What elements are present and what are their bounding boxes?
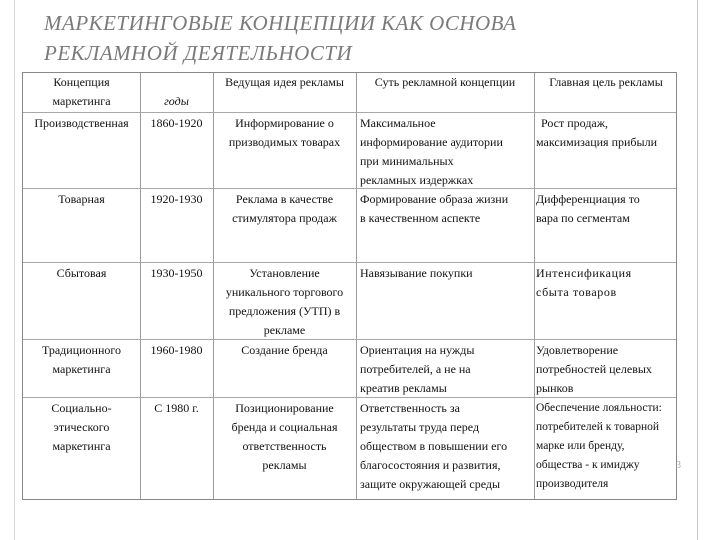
row1-essence-line: Максимальное — [360, 116, 436, 130]
row3-idea-line: Установление — [249, 266, 320, 280]
row5-idea — [213, 399, 356, 475]
row-divider-1 — [23, 112, 676, 113]
row3-goal — [536, 264, 678, 302]
row5-idea-line: Позиционирование — [235, 401, 334, 415]
row1-goal-line: максимизация прибыли — [536, 135, 657, 149]
row4-concept — [23, 341, 140, 379]
marketing-concepts-table — [22, 72, 677, 500]
row4-goal-line: рынков — [536, 381, 574, 395]
header-concept-line: маркетинга — [52, 94, 111, 108]
row-divider-3 — [23, 262, 676, 263]
row1-idea — [213, 114, 356, 152]
row5-idea-line: ответственность — [242, 439, 327, 453]
row3-essence — [360, 264, 534, 283]
header-years: годы — [164, 94, 189, 108]
row5-goal-line: производителя — [536, 478, 609, 490]
row3-essence-line: Навязывание покупки — [360, 266, 473, 280]
row4-goal — [536, 341, 678, 398]
col-divider-3 — [356, 73, 357, 499]
slide-number: 3 — [676, 460, 681, 471]
row2-goal-line: вара по сегментам — [536, 211, 630, 225]
row4-goal-line: Удовлетворение — [536, 343, 619, 357]
row1-essence-line: информирование аудитории — [360, 135, 503, 149]
row4-idea-line: Создание бренда — [241, 343, 328, 357]
row3-idea-line: уникального торгового — [225, 285, 344, 299]
row5-years: С 1980 г. — [154, 401, 199, 415]
row5-concept-line: маркетинга — [52, 439, 111, 453]
slide-title-line2: РЕКЛАМНОЙ ДЕЯТЕЛЬНОСТИ — [44, 41, 353, 65]
row1-concept — [23, 114, 140, 133]
header-goal: Главная цель рекламы — [549, 75, 663, 89]
row1-essence-line: рекламных издержках — [360, 173, 474, 187]
row2-idea-line: Реклама в качестве — [235, 192, 334, 206]
row3-goal-line: Интенсификация — [536, 266, 632, 280]
row3-idea-line: рекламе — [263, 323, 306, 337]
row5-idea-line: рекламы — [262, 458, 307, 472]
row2-essence-line: Формирование образа жизни — [360, 192, 509, 206]
row3-idea — [213, 264, 356, 340]
col-divider-1 — [140, 73, 141, 499]
row5-idea-line: бренда и социальная — [231, 420, 338, 434]
row5-essence — [360, 399, 534, 494]
header-concept-line: Концепция — [53, 75, 110, 89]
row1-years: 1860-1920 — [150, 116, 203, 130]
row5-goal-line: общества - к имиджу — [536, 459, 640, 471]
row1-goal-line: Рост продаж, — [541, 116, 609, 130]
slide-frame-left — [14, 0, 15, 540]
row5-goal — [536, 399, 678, 494]
slide-frame-right — [697, 0, 698, 540]
row3-years: 1930-1950 — [150, 266, 203, 280]
row5-essence-line: результаты труда перед — [360, 420, 480, 434]
row1-goal — [536, 114, 678, 152]
row2-concept — [23, 190, 140, 209]
row2-concept-line: Товарная — [58, 192, 105, 206]
row5-concept — [23, 399, 140, 456]
header-idea: Ведущая идея рекламы — [225, 75, 344, 89]
col-divider-4 — [534, 73, 535, 499]
row2-goal — [536, 190, 678, 228]
row1-idea-line: призводимых товарах — [228, 135, 341, 149]
row2-essence-line: в качественном аспекте — [360, 211, 481, 225]
row5-concept-line: этического — [53, 420, 110, 434]
row5-goal-line: потребителей к товарной — [536, 421, 660, 433]
row2-essence — [360, 190, 534, 228]
row-divider-2 — [23, 188, 676, 189]
row1-essence — [360, 114, 534, 190]
header-concept — [23, 73, 140, 111]
row5-goal-line: марке или бренду, — [536, 440, 625, 452]
row4-essence-line: креатив рекламы — [360, 381, 447, 395]
row5-goal-line: Обеспечение лояльности: — [536, 402, 662, 414]
row2-years: 1920-1930 — [150, 192, 203, 206]
row4-years: 1960-1980 — [150, 343, 203, 357]
row2-idea — [213, 190, 356, 228]
row5-concept-line: Социально- — [51, 401, 112, 415]
row5-essence-line: благосостояния и развития, — [360, 458, 501, 472]
slide-title-line1: МАРКЕТИНГОВЫЕ КОНЦЕПЦИИ КАК ОСНОВА — [44, 11, 517, 35]
row5-essence-line: обществом в повышении его — [360, 439, 508, 453]
row3-concept-line: Сбытовая — [56, 266, 107, 280]
row1-essence-line: при минимальных — [360, 154, 454, 168]
header-essence: Суть рекламной концепции — [374, 75, 516, 89]
row1-idea-line: Информирование о — [235, 116, 334, 130]
row4-goal-line: потребностей целевых — [536, 362, 652, 376]
row1-concept-line: Производственная — [34, 116, 129, 130]
row4-essence-line: Ориентация на нужды — [360, 343, 475, 357]
row5-essence-line: защите окружающей среды — [360, 477, 501, 491]
row5-essence-line: Ответственность за — [360, 401, 460, 415]
row4-idea — [213, 341, 356, 360]
row2-idea-line: стимулятора продаж — [232, 211, 337, 225]
row4-concept-line: маркетинга — [52, 362, 111, 376]
slide-title — [44, 8, 684, 68]
row2-goal-line: Дифференциация то — [536, 192, 640, 206]
row3-concept — [23, 264, 140, 283]
row3-idea-line: предложения (УТП) в — [228, 304, 341, 318]
row4-concept-line: Традиционного — [41, 343, 122, 357]
row4-essence-line: потребителей, а не на — [360, 362, 471, 376]
row3-goal-line: сбыта товаров — [536, 285, 617, 299]
row4-essence — [360, 341, 534, 398]
